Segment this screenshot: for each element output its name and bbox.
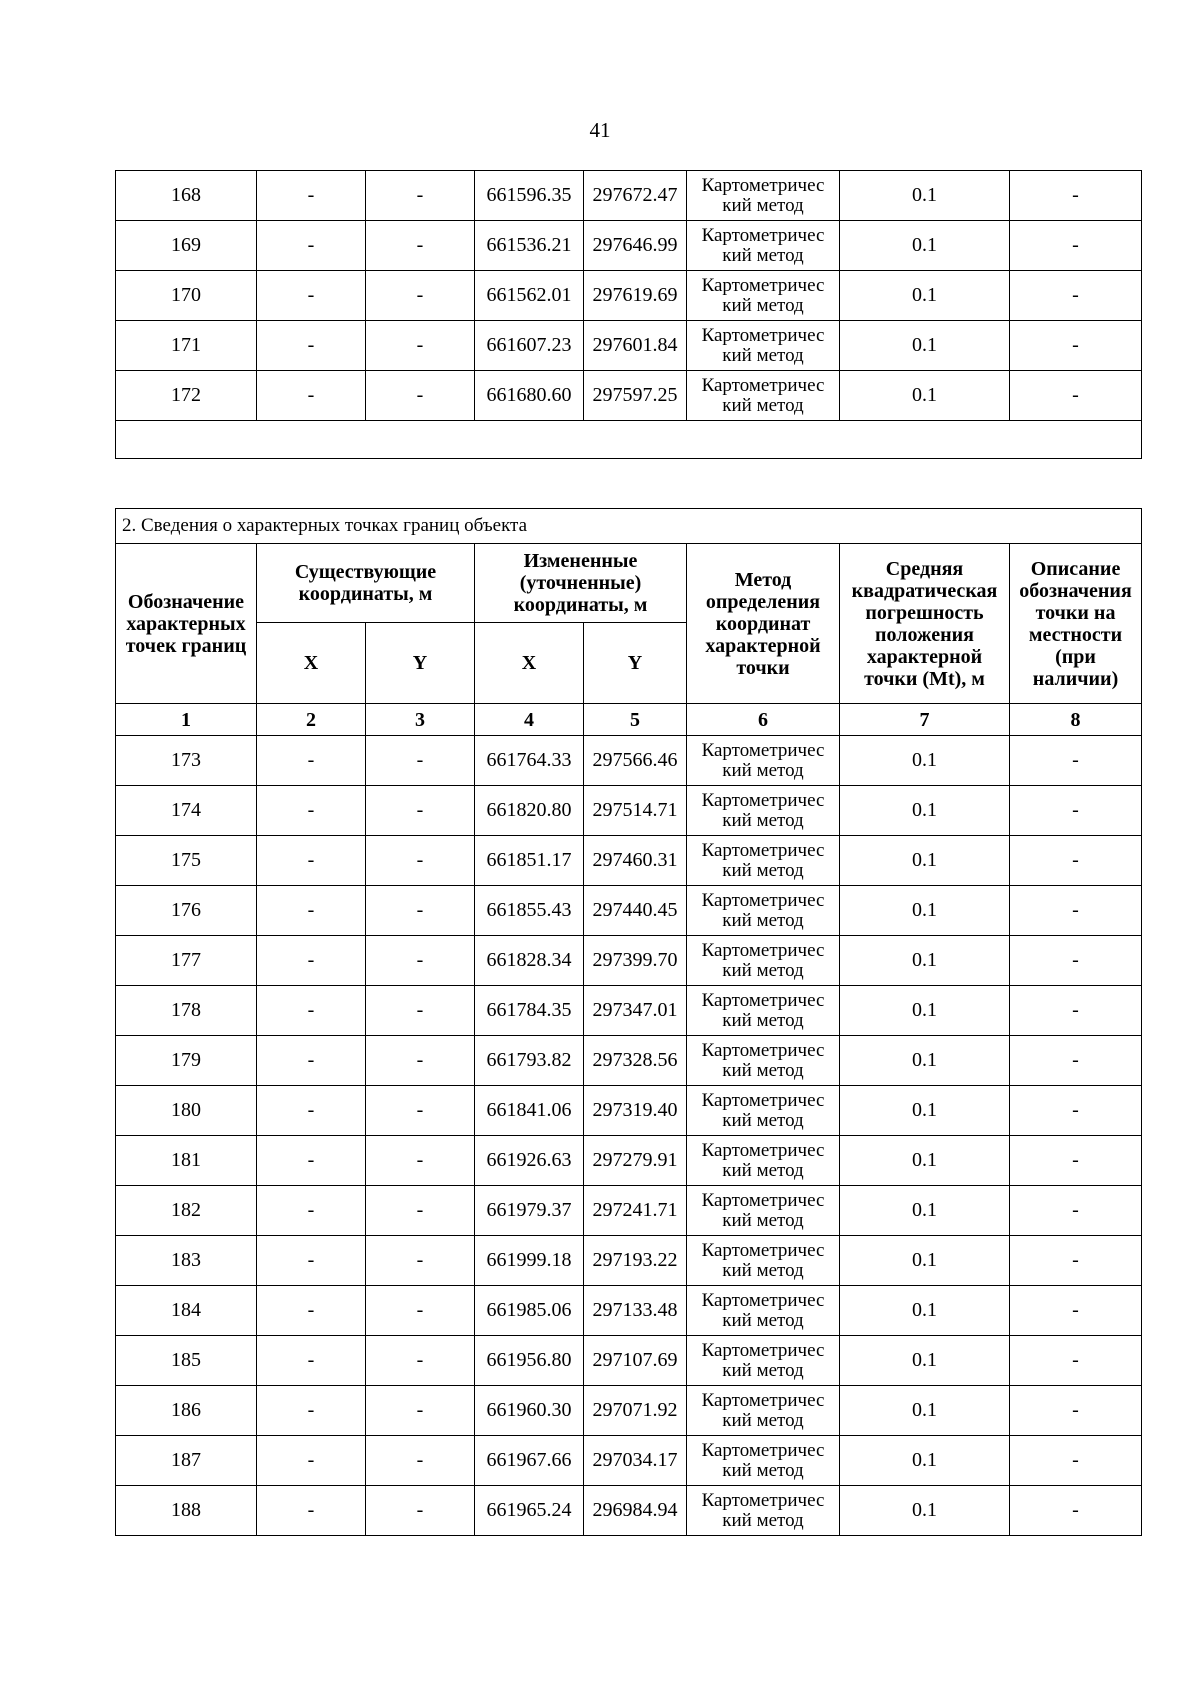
cell-point-id: 177 [116,936,257,986]
cell-existing-y: - [366,1136,475,1186]
cell-mt: 0.1 [840,1186,1010,1236]
table-row [116,1236,1142,1286]
header-existing-x: X [257,623,366,704]
cell-mt: 0.1 [840,1086,1010,1136]
cell-description: - [1010,221,1142,271]
cell-existing-x: - [257,221,366,271]
cell-existing-y: - [366,886,475,936]
cell-method: Картометричес кий метод [687,1286,840,1336]
cell-existing-x: - [257,1036,366,1086]
cell-changed-y: 297034.17 [584,1436,687,1486]
cell-description: - [1010,1236,1142,1286]
cell-description: - [1010,321,1142,371]
cell-existing-y: - [366,1436,475,1486]
cell-description: - [1010,171,1142,221]
table-row [116,1086,1142,1136]
table-row [116,1436,1142,1486]
cell-changed-x: 661999.18 [475,1236,584,1286]
cell-description: - [1010,371,1142,421]
cell-existing-y: - [366,171,475,221]
header-existing-coords: Существующие координаты, м [257,544,475,623]
col-number: 4 [475,704,584,736]
cell-changed-y: 297071.92 [584,1386,687,1436]
cell-changed-y: 297566.46 [584,736,687,786]
cell-point-id: 184 [116,1286,257,1336]
cell-point-id: 187 [116,1436,257,1486]
cell-changed-x: 661967.66 [475,1436,584,1486]
cell-existing-x: - [257,986,366,1036]
cell-point-id: 171 [116,321,257,371]
page-number: 41 [589,118,611,142]
header-method: Метод определения координат характерной точки [687,544,840,704]
empty-footer-cell [116,421,1142,459]
cell-changed-y: 297107.69 [584,1336,687,1386]
cell-description: - [1010,986,1142,1036]
cell-existing-x: - [257,1336,366,1386]
header-existing-y: Y [366,623,475,704]
table-row [116,1286,1142,1336]
cell-method: Картометричес кий метод [687,786,840,836]
cell-point-id: 175 [116,836,257,886]
cell-changed-y: 297597.25 [584,371,687,421]
cell-mt: 0.1 [840,1386,1010,1436]
cell-point-id: 185 [116,1336,257,1386]
cell-existing-x: - [257,1486,366,1536]
cell-point-id: 174 [116,786,257,836]
cell-existing-y: - [366,321,475,371]
table-row [116,171,1142,221]
cell-method: Картометричес кий метод [687,1186,840,1236]
cell-method: Картометричес кий метод [687,1486,840,1536]
cell-point-id: 173 [116,736,257,786]
table-row [116,736,1142,786]
cell-method: Картометричес кий метод [687,1386,840,1436]
cell-existing-y: - [366,371,475,421]
cell-point-id: 176 [116,886,257,936]
table-row [116,1036,1142,1086]
table-row [116,936,1142,986]
cell-changed-y: 297672.47 [584,171,687,221]
cell-changed-y: 297399.70 [584,936,687,986]
cell-description: - [1010,1036,1142,1086]
header-changed-y: Y [584,623,687,704]
cell-mt: 0.1 [840,836,1010,886]
cell-existing-y: - [366,1336,475,1386]
section-title-row [116,509,1142,544]
cell-existing-x: - [257,736,366,786]
cell-mt: 0.1 [840,1236,1010,1286]
header-changed-x: X [475,623,584,704]
cell-existing-y: - [366,986,475,1036]
table-row [116,836,1142,886]
cell-existing-y: - [366,221,475,271]
header-row [116,544,1142,623]
col-number: 5 [584,704,687,736]
cell-existing-y: - [366,1236,475,1286]
cell-changed-x: 661926.63 [475,1136,584,1186]
cell-existing-y: - [366,1036,475,1086]
cell-method: Картометричес кий метод [687,271,840,321]
cell-method: Картометричес кий метод [687,1436,840,1486]
cell-mt: 0.1 [840,221,1010,271]
cell-point-id: 170 [116,271,257,321]
cell-description: - [1010,836,1142,886]
cell-description: - [1010,1186,1142,1236]
cell-mt: 0.1 [840,1436,1010,1486]
cell-changed-y: 297460.31 [584,836,687,886]
empty-footer-row [116,421,1142,459]
cell-changed-x: 661979.37 [475,1186,584,1236]
cell-changed-x: 661851.17 [475,836,584,886]
cell-changed-x: 661841.06 [475,1086,584,1136]
cell-description: - [1010,1286,1142,1336]
table-row [116,1136,1142,1186]
cell-method: Картометричес кий метод [687,1336,840,1386]
cell-mt: 0.1 [840,1286,1010,1336]
cell-method: Картометричес кий метод [687,1036,840,1086]
cell-method: Картометричес кий метод [687,1136,840,1186]
header-changed-coords: Измененные (уточненные) координаты, м [475,544,687,623]
cell-mt: 0.1 [840,786,1010,836]
cell-existing-y: - [366,736,475,786]
table-row [116,1336,1142,1386]
cell-description: - [1010,1086,1142,1136]
cell-description: - [1010,271,1142,321]
col-number: 2 [257,704,366,736]
cell-changed-x: 661855.43 [475,886,584,936]
cell-changed-x: 661820.80 [475,786,584,836]
cell-point-id: 181 [116,1136,257,1186]
cell-changed-y: 297619.69 [584,271,687,321]
table-row [116,221,1142,271]
header-description: Описание обозначения точки на местности (при наличии) [1010,544,1142,704]
cell-existing-x: - [257,1436,366,1486]
cell-changed-y: 297193.22 [584,1236,687,1286]
cell-changed-y: 297601.84 [584,321,687,371]
cell-mt: 0.1 [840,886,1010,936]
cell-changed-y: 297133.48 [584,1286,687,1336]
cell-changed-x: 661596.35 [475,171,584,221]
cell-mt: 0.1 [840,736,1010,786]
cell-existing-y: - [366,1386,475,1436]
points-table-continued-body [116,171,1142,421]
points-table [115,508,1142,1536]
cell-point-id: 182 [116,1186,257,1236]
cell-mt: 0.1 [840,1336,1010,1386]
cell-existing-x: - [257,836,366,886]
cell-method: Картометричес кий метод [687,736,840,786]
table-row [116,786,1142,836]
cell-changed-x: 661965.24 [475,1486,584,1536]
cell-existing-y: - [366,271,475,321]
cell-changed-x: 661956.80 [475,1336,584,1386]
cell-existing-y: - [366,936,475,986]
cell-changed-x: 661562.01 [475,271,584,321]
cell-point-id: 178 [116,986,257,1036]
cell-point-id: 186 [116,1386,257,1436]
header-point-designation: Обозначение характерных точек границ [116,544,257,704]
cell-mt: 0.1 [840,1036,1010,1086]
cell-description: - [1010,1336,1142,1386]
col-number: 7 [840,704,1010,736]
cell-existing-x: - [257,171,366,221]
cell-existing-x: - [257,786,366,836]
cell-method: Картометричес кий метод [687,221,840,271]
column-number-row [116,704,1142,736]
cell-existing-y: - [366,786,475,836]
points-table-body [116,736,1142,1536]
cell-changed-x: 661985.06 [475,1286,584,1336]
table-row [116,1486,1142,1536]
table-row [116,371,1142,421]
cell-method: Картометричес кий метод [687,171,840,221]
cell-changed-y: 297514.71 [584,786,687,836]
cell-changed-y: 297279.91 [584,1136,687,1186]
col-number: 1 [116,704,257,736]
cell-existing-x: - [257,1386,366,1436]
cell-changed-y: 297347.01 [584,986,687,1036]
cell-point-id: 183 [116,1236,257,1286]
cell-mt: 0.1 [840,171,1010,221]
table-row [116,271,1142,321]
table-row [116,986,1142,1036]
cell-mt: 0.1 [840,1136,1010,1186]
cell-existing-x: - [257,886,366,936]
cell-existing-y: - [366,1186,475,1236]
cell-changed-x: 661680.60 [475,371,584,421]
cell-point-id: 172 [116,371,257,421]
cell-method: Картометричес кий метод [687,836,840,886]
cell-existing-x: - [257,1186,366,1236]
points-table-continued [115,170,1142,459]
cell-changed-y: 297241.71 [584,1186,687,1236]
section-title: 2. Сведения о характерных точках границ объекта [116,509,1142,544]
table-row [116,1186,1142,1236]
cell-mt: 0.1 [840,986,1010,1036]
header-error: Средняя квадратическая погрешность положения характерной точки (Mt), м [840,544,1010,704]
cell-description: - [1010,1136,1142,1186]
cell-point-id: 169 [116,221,257,271]
cell-mt: 0.1 [840,271,1010,321]
cell-changed-x: 661536.21 [475,221,584,271]
cell-existing-y: - [366,1486,475,1536]
table-row [116,1386,1142,1436]
table-row [116,886,1142,936]
cell-existing-y: - [366,836,475,886]
cell-description: - [1010,886,1142,936]
cell-method: Картометричес кий метод [687,886,840,936]
cell-existing-x: - [257,1286,366,1336]
cell-mt: 0.1 [840,321,1010,371]
cell-method: Картометричес кий метод [687,936,840,986]
cell-method: Картометричес кий метод [687,1236,840,1286]
cell-existing-x: - [257,321,366,371]
cell-point-id: 179 [116,1036,257,1086]
cell-changed-y: 296984.94 [584,1486,687,1536]
cell-point-id: 180 [116,1086,257,1136]
cell-changed-y: 297328.56 [584,1036,687,1086]
col-number: 8 [1010,704,1142,736]
cell-description: - [1010,1436,1142,1486]
table-row [116,321,1142,371]
cell-existing-x: - [257,371,366,421]
cell-changed-x: 661793.82 [475,1036,584,1086]
cell-changed-x: 661828.34 [475,936,584,986]
cell-point-id: 168 [116,171,257,221]
cell-existing-x: - [257,1136,366,1186]
cell-existing-x: - [257,271,366,321]
col-number: 3 [366,704,475,736]
cell-description: - [1010,936,1142,986]
cell-mt: 0.1 [840,1486,1010,1536]
cell-changed-x: 661764.33 [475,736,584,786]
cell-method: Картометричес кий метод [687,986,840,1036]
cell-changed-y: 297440.45 [584,886,687,936]
cell-changed-y: 297646.99 [584,221,687,271]
cell-mt: 0.1 [840,371,1010,421]
cell-existing-x: - [257,1086,366,1136]
cell-existing-x: - [257,1236,366,1286]
cell-description: - [1010,1486,1142,1536]
cell-existing-x: - [257,936,366,986]
cell-changed-x: 661607.23 [475,321,584,371]
cell-point-id: 188 [116,1486,257,1536]
cell-method: Картометричес кий метод [687,371,840,421]
cell-existing-y: - [366,1086,475,1136]
col-number: 6 [687,704,840,736]
cell-changed-x: 661960.30 [475,1386,584,1436]
cell-method: Картометричес кий метод [687,321,840,371]
cell-method: Картометричес кий метод [687,1086,840,1136]
cell-changed-y: 297319.40 [584,1086,687,1136]
cell-mt: 0.1 [840,936,1010,986]
cell-changed-x: 661784.35 [475,986,584,1036]
cell-description: - [1010,1386,1142,1436]
cell-existing-y: - [366,1286,475,1336]
cell-description: - [1010,786,1142,836]
cell-description: - [1010,736,1142,786]
